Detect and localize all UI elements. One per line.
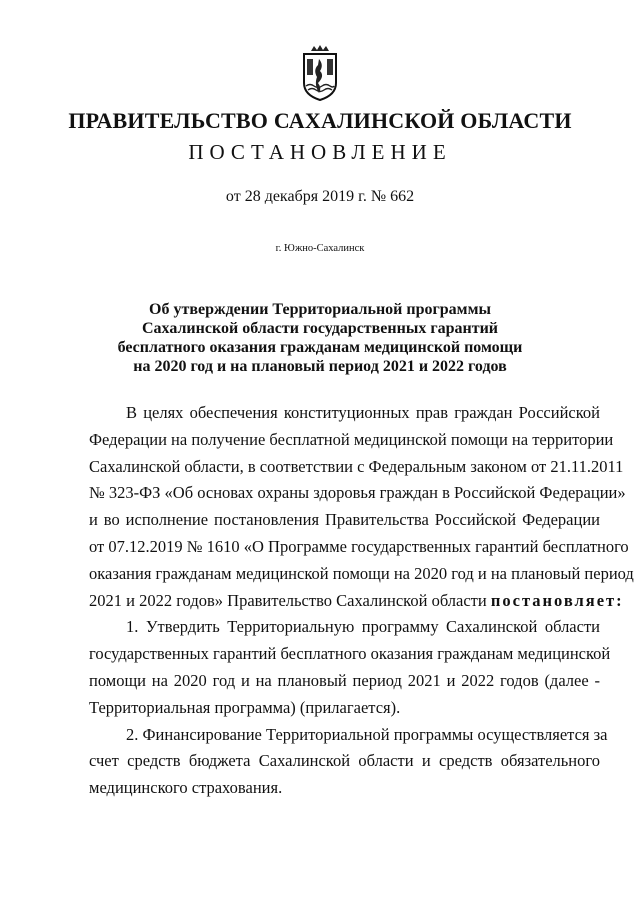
- subject-line: Сахалинской области государственных гарантий: [141, 320, 499, 337]
- subject-line: Об утверждении Территориальной программы: [149, 301, 491, 318]
- coat-of-arms-emblem: [300, 45, 340, 101]
- resolution-word: постановляет:: [490, 590, 624, 610]
- body-line: помощи на 2020 год и на плановый период 2021 и 2022 годов (далее -: [89, 670, 600, 690]
- body-line: Федерации на получение бесплатной медицинской помощи на территории: [89, 429, 614, 449]
- document-body: [89, 400, 634, 802]
- document-date-number: от 28 декабря 2019 г. № 662: [225, 188, 415, 205]
- document-type: ПОСТАНОВЛЕНИЕ: [188, 140, 452, 164]
- body-line: 2. Финансирование Территориальной программы осуществляется за: [126, 724, 608, 744]
- body-line: № 323-ФЗ «Об основах охраны здоровья граждан в Российской Федерации»: [89, 483, 626, 503]
- body-line: счет средств бюджета Сахалинской области и средств обязательного: [89, 751, 600, 771]
- document-subject: [70, 300, 570, 376]
- subject-line: бесплатного оказания гражданам медицинской помощи: [117, 339, 523, 356]
- body-line: медицинского страхования.: [89, 778, 283, 798]
- body-line: и во исполнение постановления Правительства Российской Федерации: [89, 510, 600, 530]
- body-line: Территориальная программа) (прилагается).: [89, 697, 401, 717]
- body-line: [89, 588, 624, 615]
- document-city: г. Южно-Сахалинск: [275, 243, 365, 254]
- body-line: Сахалинской области, в соответствии с Федеральным законом от 21.11.2011: [89, 456, 624, 476]
- subject-line: на 2020 год и на плановый период 2021 и 2022 годов: [133, 358, 507, 375]
- body-line: от 07.12.2019 № 1610 «О Программе государственных гарантий бесплатного: [89, 536, 629, 556]
- government-name: ПРАВИТЕЛЬСТВО САХАЛИНСКОЙ ОБЛАСТИ: [68, 108, 572, 133]
- body-line: 1. Утвердить Территориальную программу Сахалинской области: [126, 617, 600, 637]
- body-line: государственных гарантий бесплатного оказания гражданам медицинской: [89, 644, 611, 664]
- body-line-text: 2021 и 2022 годов» Правительство Сахалинской области: [89, 590, 487, 610]
- body-line: оказания гражданам медицинской помощи на 2020 год и на плановый период: [89, 563, 634, 583]
- body-line: В целях обеспечения конституционных прав граждан Российской: [126, 403, 600, 422]
